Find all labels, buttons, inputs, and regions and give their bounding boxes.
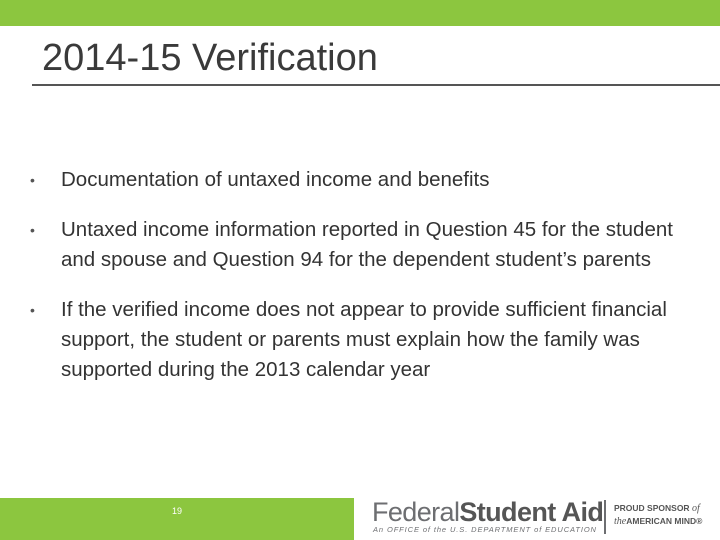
slide-title: 2014-15 Verification — [42, 37, 378, 79]
bullet-icon: • — [30, 172, 35, 188]
logo-divider — [604, 500, 606, 534]
bullet-icon: • — [30, 302, 35, 318]
footer — [0, 498, 720, 540]
sponsor-line-1-italic: of — [691, 503, 700, 514]
bullet-list — [30, 165, 690, 405]
bullet-text: Untaxed income information reported in Question 45 for the student and spouse and Question 94 for the dependent student’s parents — [61, 218, 673, 271]
page-number: 19 — [171, 506, 182, 516]
footer-green-band — [0, 498, 354, 540]
sponsor-line-2-text: AMERICAN MIND — [626, 516, 697, 526]
logo-word-light: Federal — [372, 497, 460, 527]
sponsor-badge — [614, 502, 718, 528]
top-accent-bar — [0, 0, 720, 26]
title-divider — [32, 84, 720, 86]
bullet-item — [30, 295, 690, 385]
bullet-text: Documentation of untaxed income and benefits — [61, 168, 490, 191]
federal-student-aid-logo — [372, 498, 602, 540]
bullet-item — [30, 165, 690, 195]
bullet-item — [30, 215, 690, 275]
bullet-text: If the verified income does not appear to provide sufficient financial support, the student or parents must explain how the family was supported during the 2013 calendar year — [61, 298, 667, 381]
bullet-icon: • — [30, 222, 35, 238]
registered-mark: ® — [696, 516, 703, 526]
logo-wordmark — [372, 496, 603, 528]
sponsor-line-2-italic: the — [614, 516, 627, 527]
logo-word-bold: Student Aid — [459, 497, 604, 527]
logo-tagline: An OFFICE of the U.S. DEPARTMENT of EDUCATION — [373, 525, 597, 534]
sponsor-line-2 — [614, 515, 718, 528]
sponsor-line-1-text: PROUD SPONSOR — [614, 503, 690, 513]
sponsor-line-1 — [614, 502, 718, 515]
